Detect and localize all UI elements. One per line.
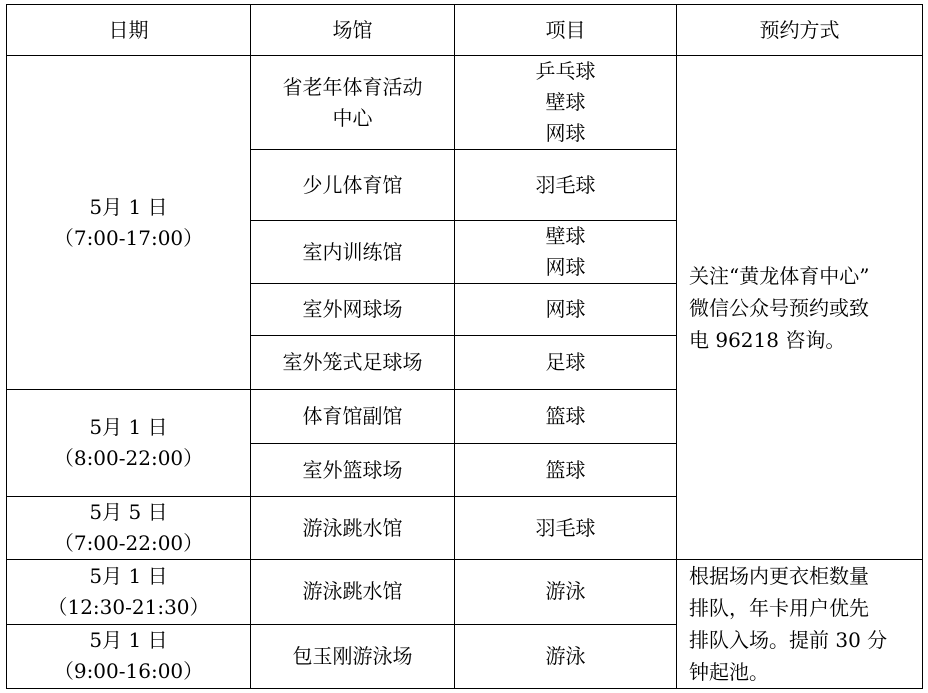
header-booking: 预约方式 — [677, 5, 923, 56]
sport-name: 网球 — [545, 121, 586, 145]
sport-cell — [455, 56, 677, 150]
booking-text: 钟起池。 — [689, 660, 769, 684]
sport-cell — [455, 444, 677, 497]
venue-cell — [251, 150, 455, 221]
sport-cell — [455, 497, 677, 560]
sport-cell — [455, 150, 677, 221]
time-text: （12:30-21:30） — [47, 594, 210, 619]
venue-cell — [251, 444, 455, 497]
header-date: 日期 — [7, 5, 251, 56]
venue-name: 室外篮球场 — [302, 457, 403, 482]
venue-cell — [251, 56, 455, 150]
venue-name: 体育馆副馆 — [302, 404, 403, 428]
date-cell — [7, 497, 251, 560]
venue-cell — [251, 624, 455, 689]
header-row — [7, 5, 923, 56]
time-text: （7:00-22:00） — [53, 531, 204, 555]
venue-cell — [251, 284, 455, 336]
sport-name: 游泳 — [545, 579, 586, 604]
sport-cell — [455, 284, 677, 336]
sport-name: 羽毛球 — [535, 172, 596, 197]
schedule-table — [6, 4, 923, 689]
venue-cell — [251, 221, 455, 284]
date-text: 5月 5 日 — [89, 500, 168, 524]
sport-name: 壁球 — [545, 224, 586, 248]
table-row — [7, 56, 923, 150]
sport-name: 乒乓球 — [535, 59, 596, 83]
sport-name: 游泳 — [545, 643, 586, 668]
date-cell — [7, 624, 251, 689]
booking-text: 根据场内更衣柜数量 — [689, 564, 869, 588]
sport-name: 篮球 — [545, 404, 586, 428]
booking-text: 关注“黄龙体育中心” — [689, 263, 870, 288]
venue-name: 室内训练馆 — [302, 239, 403, 264]
date-text: 5月 1 日 — [89, 628, 168, 653]
header-venue: 场馆 — [251, 5, 455, 56]
venue-name: 游泳跳水馆 — [302, 579, 403, 604]
date-cell — [7, 560, 251, 625]
sport-name: 网球 — [545, 255, 586, 279]
sport-cell — [455, 336, 677, 390]
venue-cell — [251, 390, 455, 444]
sport-name: 网球 — [545, 297, 586, 321]
venue-name: 游泳跳水馆 — [302, 515, 403, 540]
venue-cell — [251, 336, 455, 390]
booking-text: 排队入场。提前 30 分 — [689, 628, 888, 652]
sport-cell — [455, 624, 677, 689]
sport-name: 羽毛球 — [535, 515, 596, 540]
venue-name: 包玉刚游泳场 — [292, 643, 413, 668]
time-text: （9:00-16:00） — [53, 659, 204, 684]
sport-cell — [455, 390, 677, 444]
header-sport: 项目 — [455, 5, 677, 56]
table-row — [7, 560, 923, 625]
booking-cell — [677, 560, 923, 689]
time-text: （7:00-17:00） — [53, 225, 204, 250]
venue-cell — [251, 560, 455, 625]
venue-name: 中心 — [332, 105, 373, 130]
sport-name: 篮球 — [545, 457, 586, 482]
sport-cell — [455, 221, 677, 284]
date-text: 5月 1 日 — [89, 194, 168, 219]
date-cell — [7, 390, 251, 497]
date-cell — [7, 56, 251, 390]
venue-cell — [251, 497, 455, 560]
time-text: （8:00-22:00） — [53, 446, 204, 470]
sport-name: 壁球 — [545, 90, 586, 114]
venue-name: 少儿体育馆 — [302, 172, 403, 197]
venue-name: 室外笼式足球场 — [282, 350, 423, 374]
sport-cell — [455, 560, 677, 625]
sport-name: 足球 — [545, 350, 586, 374]
booking-text: 电 96218 咨询。 — [689, 327, 846, 352]
date-text: 5月 1 日 — [89, 415, 168, 439]
date-text: 5月 1 日 — [89, 563, 168, 588]
booking-text: 微信公众号预约或致 — [689, 295, 869, 320]
booking-text: 排队，年卡用户优先 — [689, 596, 869, 620]
booking-cell — [677, 56, 923, 560]
venue-name: 室外网球场 — [302, 297, 403, 321]
venue-name: 省老年体育活动 — [282, 74, 423, 99]
